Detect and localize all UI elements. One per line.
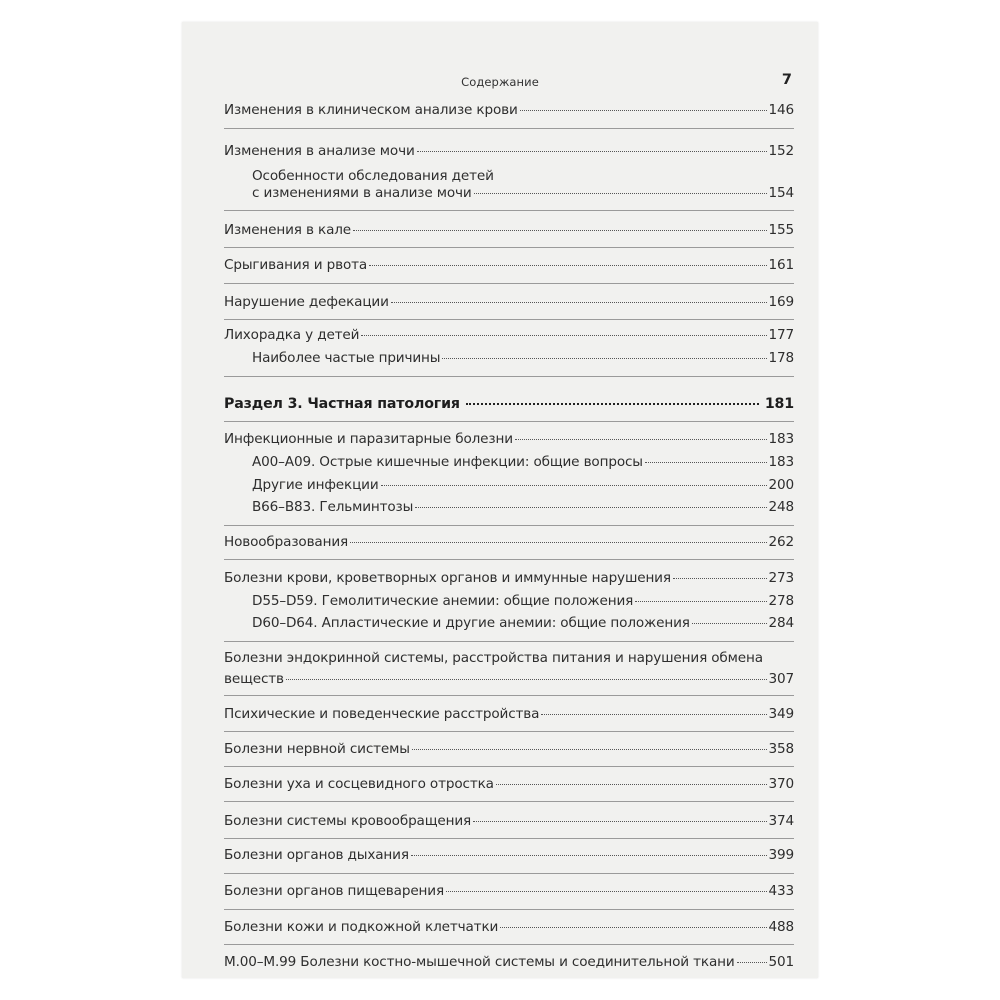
toc-entry-page: 278 xyxy=(768,593,794,609)
leader-dots xyxy=(515,439,767,440)
leader-dots xyxy=(473,821,766,822)
toc-entry xyxy=(224,919,794,936)
toc-entry xyxy=(224,776,794,793)
divider xyxy=(224,766,794,767)
divider xyxy=(224,909,794,910)
toc-entry xyxy=(224,257,794,274)
toc-entry xyxy=(224,883,794,900)
toc-entry-title: Новообразования xyxy=(224,534,349,550)
toc-entry xyxy=(224,671,794,688)
toc-entry xyxy=(252,477,794,494)
toc-entry-title: Другие инфекции xyxy=(252,477,379,493)
leader-dots xyxy=(412,749,767,750)
toc-entry-title: Лихорадка у детей xyxy=(224,327,360,343)
toc-entry xyxy=(224,954,794,971)
leader-dots xyxy=(496,784,767,785)
toc-entry-page: 370 xyxy=(768,776,794,792)
toc-entry-title: Болезни кожи и подкожной клетчатки xyxy=(224,919,499,935)
divider xyxy=(224,559,794,560)
toc-entry-title: Изменения в клиническом анализе крови xyxy=(224,102,518,118)
leader-dots xyxy=(520,110,767,111)
toc-entry-title: D55–D59. Гемолитические анемии: общие положения xyxy=(252,593,634,609)
leader-dots xyxy=(353,230,766,231)
toc-entry-page: 284 xyxy=(768,615,794,631)
leader-dots xyxy=(673,578,767,579)
toc-entry-title-line: Особенности обследования детей xyxy=(252,168,494,184)
toc-entry-title-line: Болезни эндокринной системы, расстройства питания и нарушения обмена xyxy=(224,650,763,666)
toc-entry xyxy=(224,706,794,723)
toc-entry-title: Болезни нервной системы xyxy=(224,741,410,757)
toc-entry-page: 146 xyxy=(768,102,794,118)
toc-section-title: Раздел 3. Частная патология xyxy=(224,396,460,412)
leader-dots xyxy=(466,403,759,405)
book-page xyxy=(182,22,818,978)
divider xyxy=(224,731,794,732)
divider xyxy=(224,210,794,211)
leader-dots xyxy=(692,623,767,624)
leader-dots xyxy=(286,679,767,680)
divider xyxy=(224,421,794,422)
leader-dots xyxy=(381,485,767,486)
leader-dots xyxy=(411,855,767,856)
toc-entry-title: веществ xyxy=(224,671,284,687)
divider xyxy=(224,801,794,802)
divider xyxy=(224,838,794,839)
leader-dots xyxy=(417,151,767,152)
toc-entry-title: Болезни крови, кроветворных органов и иммунные нарушения xyxy=(224,570,671,586)
leader-dots xyxy=(391,302,767,303)
divider xyxy=(224,283,794,284)
toc-entry xyxy=(252,593,794,610)
toc-entry-title: с изменениями в анализе мочи xyxy=(252,185,472,201)
toc-entry xyxy=(224,534,794,551)
toc-entry xyxy=(224,570,794,587)
toc-entry-page: 433 xyxy=(768,883,794,899)
leader-dots xyxy=(645,462,767,463)
divider xyxy=(224,247,794,248)
running-title: Содержание xyxy=(461,75,539,89)
leader-dots xyxy=(500,927,766,928)
toc-entry xyxy=(224,143,794,160)
divider xyxy=(224,944,794,945)
toc-entry-page: 161 xyxy=(768,257,794,273)
divider xyxy=(224,695,794,696)
toc-entry-page: 200 xyxy=(768,477,794,493)
leader-dots xyxy=(350,542,766,543)
leader-dots xyxy=(737,962,767,963)
toc-entry-title: А00–А09. Острые кишечные инфекции: общие вопросы xyxy=(252,454,643,470)
toc-entry xyxy=(252,185,794,202)
toc-entry-page: 501 xyxy=(768,954,794,970)
toc-entry-page: 358 xyxy=(768,741,794,757)
leader-dots xyxy=(415,507,766,508)
divider xyxy=(224,376,794,377)
toc-entry xyxy=(224,847,794,864)
toc-entry-title: Болезни системы кровообращения xyxy=(224,813,472,829)
toc-entry-page: 248 xyxy=(768,499,794,515)
toc-entry-page: 273 xyxy=(768,570,794,586)
toc-entry-page: 262 xyxy=(768,534,794,550)
divider xyxy=(224,319,794,320)
running-head xyxy=(182,72,818,92)
toc-entry-page: 152 xyxy=(768,143,794,159)
toc-entry-title: М.00–М.99 Болезни костно-мышечной системы и соединительной ткани xyxy=(224,954,735,970)
toc-entry-page: 399 xyxy=(768,847,794,863)
toc-entry-title: Инфекционные и паразитарные болезни xyxy=(224,431,513,447)
toc-entry-title: Наиболее частые причины xyxy=(252,350,441,366)
toc-entry-page: 183 xyxy=(768,431,794,447)
toc-entry-title: Болезни уха и сосцевидного отростка xyxy=(224,776,494,792)
leader-dots xyxy=(541,714,766,715)
toc-entry xyxy=(224,431,794,448)
leader-dots xyxy=(474,193,767,194)
leader-dots xyxy=(635,601,766,602)
toc-entry xyxy=(224,294,794,311)
toc-entry-page: 155 xyxy=(768,222,794,238)
toc-entry-title: Изменения в анализе мочи xyxy=(224,143,415,159)
toc-entry-title: Нарушение дефекации xyxy=(224,294,389,310)
divider xyxy=(224,128,794,129)
toc-entry-title: Болезни органов дыхания xyxy=(224,847,409,863)
toc-entry xyxy=(224,741,794,758)
toc-entry-title: В66–В83. Гельминтозы xyxy=(252,499,414,515)
toc-entry xyxy=(224,327,794,344)
leader-dots xyxy=(442,358,766,359)
toc-entry-title: Болезни органов пищеварения xyxy=(224,883,444,899)
page-number: 7 xyxy=(781,72,792,88)
divider xyxy=(224,641,794,642)
toc-entry-page: 178 xyxy=(768,350,794,366)
toc-entry-page: 349 xyxy=(768,706,794,722)
toc-entry-title: Изменения в кале xyxy=(224,222,352,238)
toc-entry-page: 488 xyxy=(768,919,794,935)
toc-entry-title: D60–D64. Апластические и другие анемии: общие положения xyxy=(252,615,690,631)
toc-entry-page: 177 xyxy=(768,327,794,343)
toc-entry-page: 154 xyxy=(768,185,794,201)
divider xyxy=(224,873,794,874)
leader-dots xyxy=(446,891,767,892)
leader-dots xyxy=(361,335,766,336)
leader-dots xyxy=(369,265,766,266)
toc-entry xyxy=(224,222,794,239)
toc-entry xyxy=(252,454,794,471)
toc-entry-page: 374 xyxy=(768,813,794,829)
toc-entry-page: 307 xyxy=(768,671,794,687)
toc-section-entry xyxy=(224,396,794,413)
toc-entry-page: 169 xyxy=(768,294,794,310)
toc-entry-page: 183 xyxy=(768,454,794,470)
toc-entry-title: Срыгивания и рвота xyxy=(224,257,368,273)
toc-entry xyxy=(252,350,794,367)
toc-entry xyxy=(224,813,794,830)
toc-entry xyxy=(252,615,794,632)
toc-entry-title: Психические и поведенческие расстройства xyxy=(224,706,540,722)
toc-entry xyxy=(224,102,794,119)
toc-section-page: 181 xyxy=(764,396,794,412)
toc-entry xyxy=(252,499,794,516)
divider xyxy=(224,525,794,526)
